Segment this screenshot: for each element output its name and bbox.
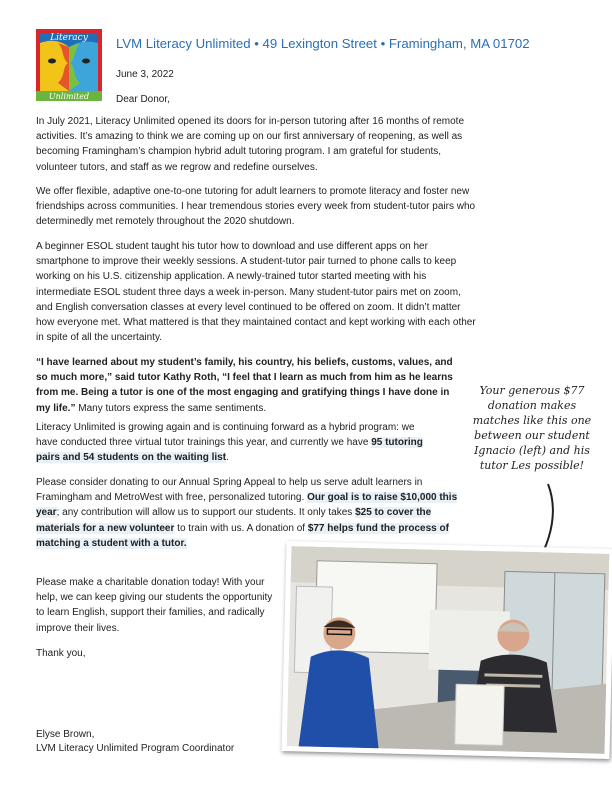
- appeal-text-2: ; any contribution will allow us to support our students. It only takes: [56, 507, 356, 519]
- paragraph-1: In July 2021, Literacy Unlimited opened its doors for in-person tutoring after 16 months of remote activities. It’s amazing to think we are coming up on our first anniversary of reopening, as well as becoming Framingham’s champion hybrid adult tutoring program. I am grateful for students, volunteer tutors, and staff as we regrow and redefine ourselves.: [36, 116, 465, 173]
- paragraph-6: [36, 475, 464, 551]
- handwritten-note: Your generous $77 donation makes matches like this one between our student Ignacio (left) and his tutor Les possible!: [472, 384, 592, 472]
- appeal-text-1: Please consider donating to our Annual Spring Appeal to help us serve adult learners in Framingham and MetroWest with free, personalized tutoring.: [36, 477, 423, 504]
- volunteer-cost-highlight: $25 to cover the materials for a new volunteer: [36, 507, 432, 534]
- donation-77-highlight: $77 helps fund the process of matching a student with a tutor.: [36, 522, 449, 549]
- closing: Thank you,: [36, 648, 86, 659]
- letterhead: LVM Literacy Unlimited • 49 Lexington Street • Framingham, MA 01702: [116, 36, 530, 51]
- paragraph-5-end: .: [226, 452, 229, 464]
- letter-date: June 3, 2022: [116, 69, 174, 80]
- paragraph-4-rest: Many tutors express the same sentiments.: [75, 402, 267, 414]
- tutoring-photo: [281, 541, 612, 759]
- paragraph-3: A beginner ESOL student taught his tutor how to download and use different apps on her smartphone to improve their weekly sessions. A student-tutor pair turned to phone calls to keep working on his U.S. citizenship application. A newly-trained tutor started meeting with his intermediate ESOL student three days a week in-person. Many student-tutor pairs met on zoom, and English conversation classes at every level continued to be offered on zoom. It didn’t matter how everyone met. What mattered is that they maintained contact and kept working with each other in spite of all the uncertainty.: [36, 241, 476, 344]
- paragraph-7: Please make a charitable donation today! With your help, we can keep giving our students the opportunity to learn English, support their families, and radically improve their lives.: [36, 577, 273, 634]
- paragraph-2: We offer flexible, adaptive one-to-one tutoring for adult learners to promote literacy and foster new friendships across communities. I hear tremendous stories every week from student-tutor pairs who determinedly met remotely throughout the 2020 shutdown.: [36, 186, 476, 228]
- tutoring-stats-highlight: 95 tutoring pairs and 54 students on the waiting list: [36, 437, 423, 464]
- literacy-unlimited-logo: [36, 29, 102, 101]
- paragraph-5: [36, 420, 436, 466]
- logo-text-top: Literacy: [50, 33, 88, 43]
- signer-name: Elyse Brown,: [36, 729, 95, 740]
- appeal-text-3: to train with us. A donation of: [174, 522, 308, 534]
- tutor-quote: “I have learned about my student’s family, his country, his beliefs, customs, values, and so much more,” said tutor Kathy Roth, “I feel that I learn as much from him as he learns from me. Being a tutor is one of the most engaging and gratifying things I have done in my life.”: [36, 357, 453, 414]
- salutation: Dear Donor,: [116, 94, 170, 105]
- signature-block: [36, 728, 234, 756]
- logo-text-bottom: Unlimited: [48, 92, 90, 101]
- paragraph-5-text: Literacy Unlimited is growing again and is continuing forward as a hybrid program: we have conducted three virtual tutor trainings this year, and currently we have: [36, 422, 415, 449]
- signer-title: LVM Literacy Unlimited Program Coordinator: [36, 743, 235, 754]
- paragraph-4: [36, 355, 456, 416]
- goal-highlight: Our goal is to raise $10,000 this year: [36, 492, 458, 519]
